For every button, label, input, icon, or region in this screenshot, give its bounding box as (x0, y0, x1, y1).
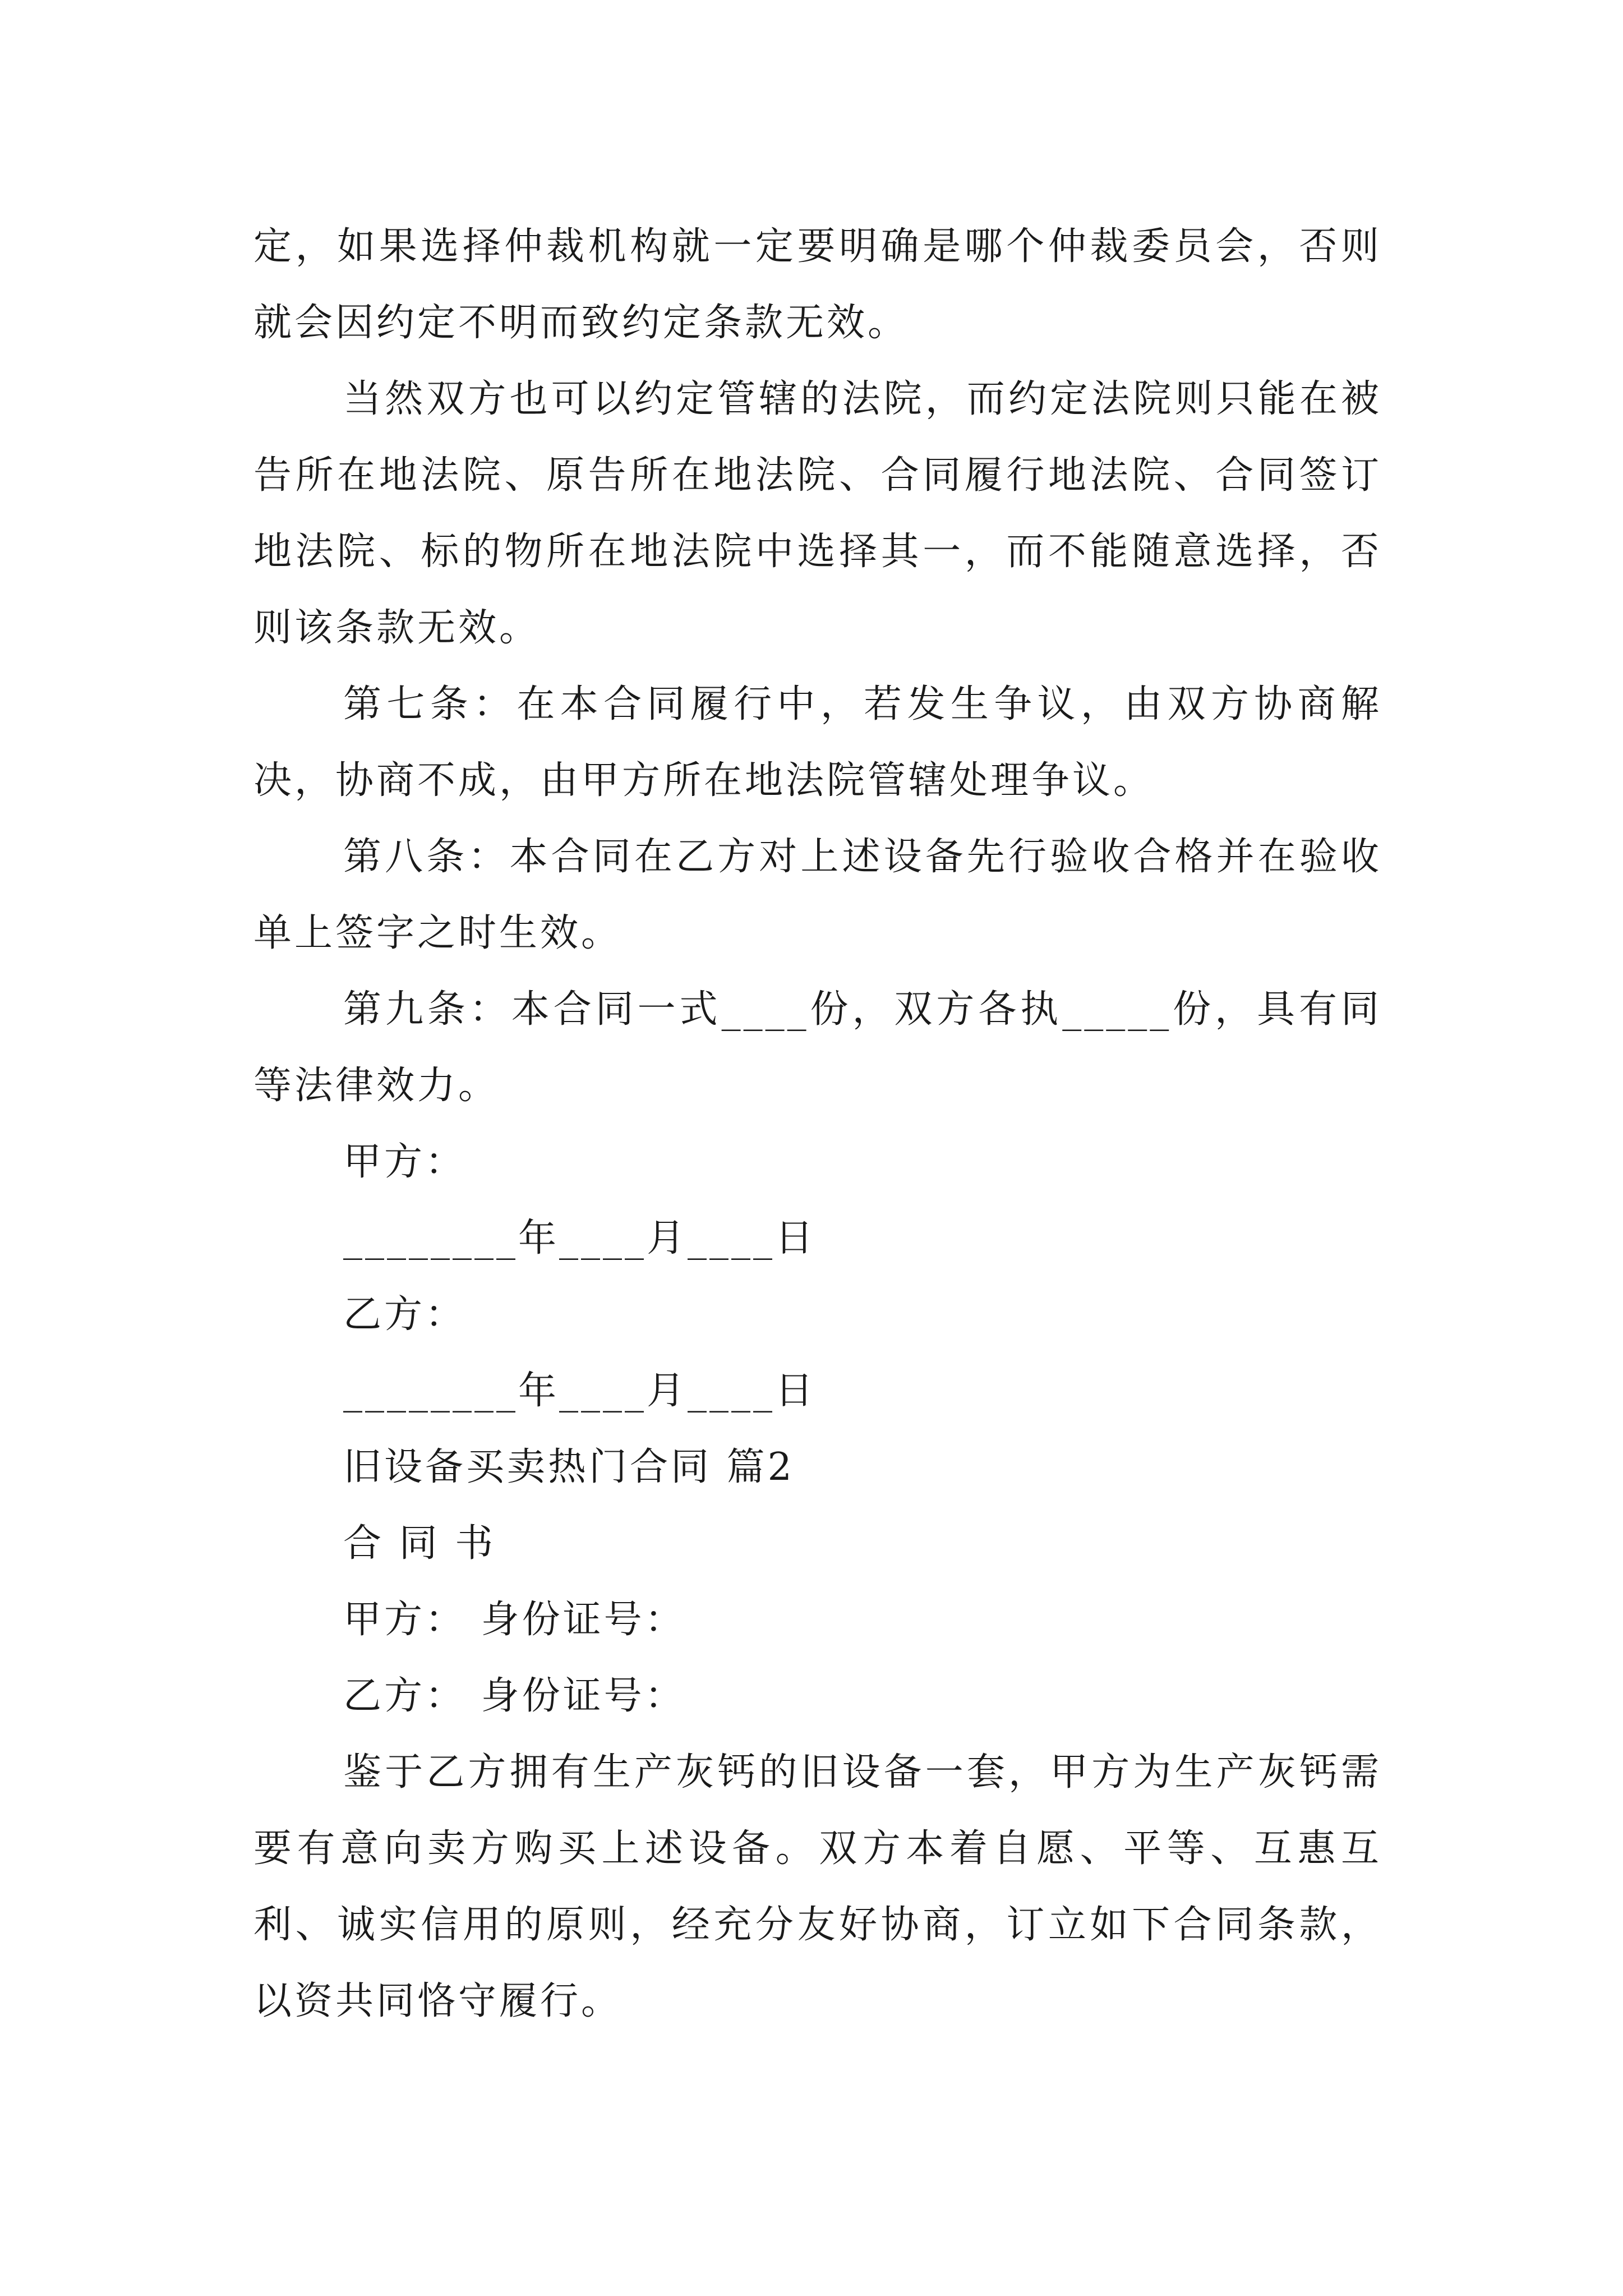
party-a-signature-label: 甲方： (343, 1140, 467, 1184)
paragraph-article-9: 第九条：本合同一式____份，双方各执_____份，具有同等法律效力。 (253, 987, 1382, 1108)
paragraph-court-jurisdiction: 当然双方也可以约定管辖的法院，而约定法院则只能在被告所在地法院、原告所在地法院、合同履行地法院、合同签订地法院、标的物所在地法院中选择其一，而不能随意选择，否则该条款无效。 (253, 377, 1382, 650)
party-b-id-line: 乙方： 身份证号： (343, 1674, 686, 1718)
section-2-title: 旧设备买卖热门合同 篇2 (343, 1445, 795, 1489)
contract-heading: 合 同 书 (343, 1521, 496, 1566)
party-a-signature-date: ________年____月____日 (343, 1216, 817, 1260)
paragraph-article-8: 第八条：本合同在乙方对上述设备先行验收合格并在验收单上签字之时生效。 (253, 835, 1382, 955)
paragraph-arbitration-continued: 定，如果选择仲裁机构就一定要明确是哪个仲裁委员会，否则就会因约定不明而致约定条款无效。 (253, 224, 1382, 345)
party-a-id-line: 甲方： 身份证号： (343, 1598, 686, 1642)
party-b-signature-date: ________年____月____日 (343, 1369, 817, 1413)
document-body (253, 209, 1382, 2040)
paragraph-article-7: 第七条：在本合同履行中，若发生争议，由双方协商解决，协商不成，由甲方所在地法院管辖处理争议。 (253, 682, 1382, 803)
party-b-signature-label: 乙方： (343, 1292, 467, 1337)
paragraph-contract-intro: 鉴于乙方拥有生产灰钙的旧设备一套，甲方为生产灰钙需要有意向卖方购买上述设备。双方本着自愿、平等、互惠互利、诚实信用的原则，经充分友好协商，订立如下合同条款，以资共同恪守履行。 (253, 1750, 1382, 2023)
